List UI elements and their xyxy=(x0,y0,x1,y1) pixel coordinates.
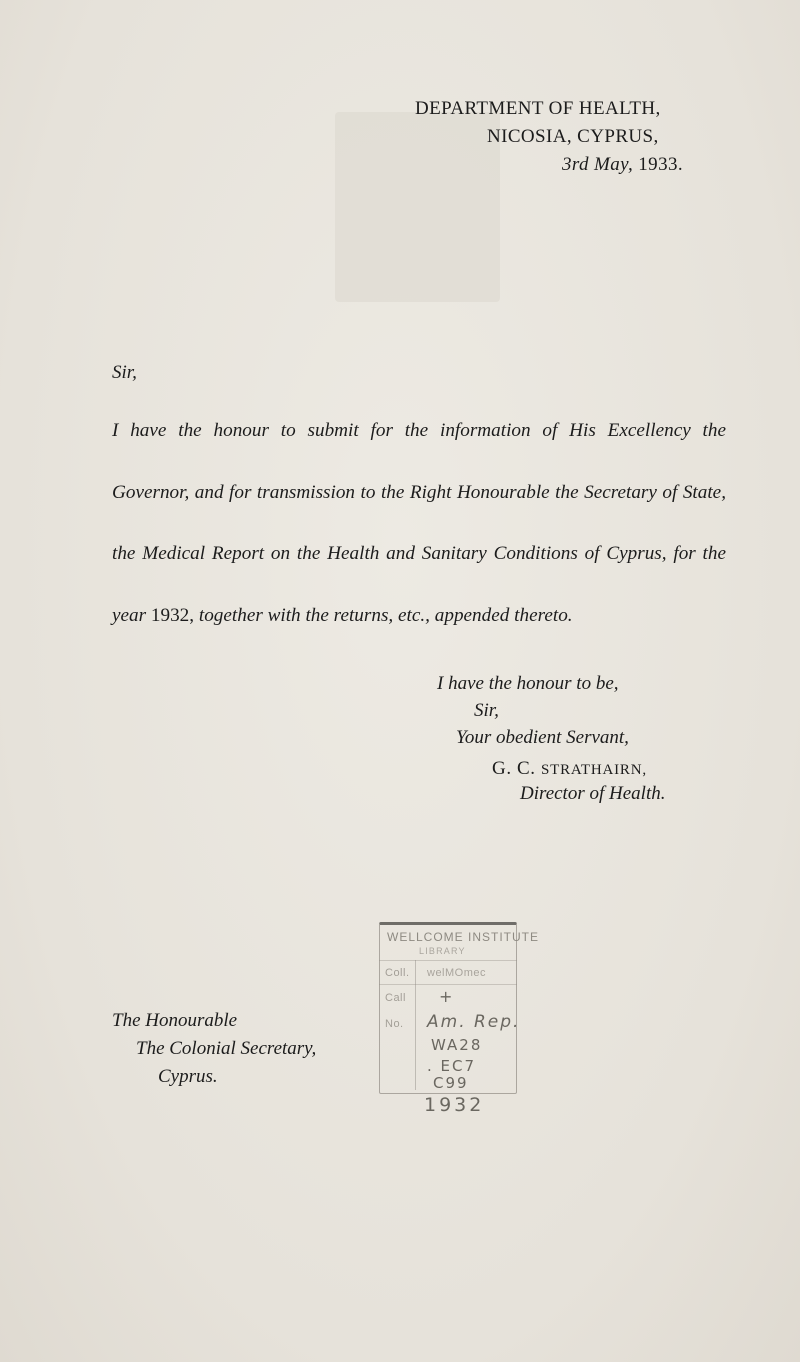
signatory-name: STRATHAIRN, xyxy=(541,762,647,778)
stamp-coll-label: Coll. xyxy=(385,967,410,979)
location: NICOSIA, CYPRUS, xyxy=(487,126,659,147)
addressee-line-2: The Colonial Secretary, xyxy=(136,1038,317,1059)
stamp-rule xyxy=(379,960,517,961)
signatory-initials: G. C. xyxy=(492,758,536,779)
stamp-handwritten-2: WA28 xyxy=(431,1036,483,1054)
stamp-coll-value: welMOmec xyxy=(427,967,487,979)
closing-line-3: Your obedient Servant, xyxy=(456,727,629,748)
closing-line-1: I have the honour to be, xyxy=(437,673,619,694)
addressee-line-1: The Honourable xyxy=(112,1010,238,1031)
signatory xyxy=(492,758,647,780)
body-line-4 xyxy=(112,585,726,647)
stamp-call-value: + xyxy=(439,987,455,1006)
date-day-month: 3rd May, xyxy=(562,154,634,175)
stamp-handwritten-year: 1932 xyxy=(424,1094,485,1116)
body-line-1: I have the honour to submit for the information of His Excellency the xyxy=(112,420,726,441)
stamp-handwritten-3: . EC7 xyxy=(427,1057,477,1075)
letter-date xyxy=(562,151,683,179)
salutation: Sir, xyxy=(112,362,137,383)
stamp-rule xyxy=(379,984,517,985)
department-name: DEPARTMENT OF HEALTH, xyxy=(415,98,661,119)
stamp-column-divider xyxy=(415,960,416,1090)
library-stamp xyxy=(379,922,540,1102)
body-line-3: the Medical Report on the Health and Sanitary Conditions of Cyprus, for the xyxy=(112,543,726,564)
body-line-4-rest: together with the returns, etc., appended thereto. xyxy=(198,604,573,626)
stamp-handwritten-1: Am. Rep. xyxy=(427,1012,521,1032)
stamp-library: LIBRARY xyxy=(419,946,466,956)
date-year: 1933. xyxy=(638,154,684,175)
faded-watermark xyxy=(335,112,500,302)
stamp-call-label: Call xyxy=(385,992,406,1004)
year-word: year xyxy=(112,604,147,626)
body-line-2: Governor, and for transmission to the Right Honourable the Secretary of State, xyxy=(112,481,726,503)
stamp-institution: WELLCOME INSTITUTE xyxy=(387,930,540,944)
closing-line-2: Sir, xyxy=(474,700,499,721)
stamp-handwritten-4: C99 xyxy=(433,1074,469,1092)
letter-body xyxy=(112,400,726,646)
report-year: 1932, xyxy=(150,604,195,626)
addressee-line-3: Cyprus. xyxy=(158,1066,218,1087)
stamp-no-label: No. xyxy=(385,1018,404,1030)
signatory-title: Director of Health. xyxy=(520,783,666,804)
